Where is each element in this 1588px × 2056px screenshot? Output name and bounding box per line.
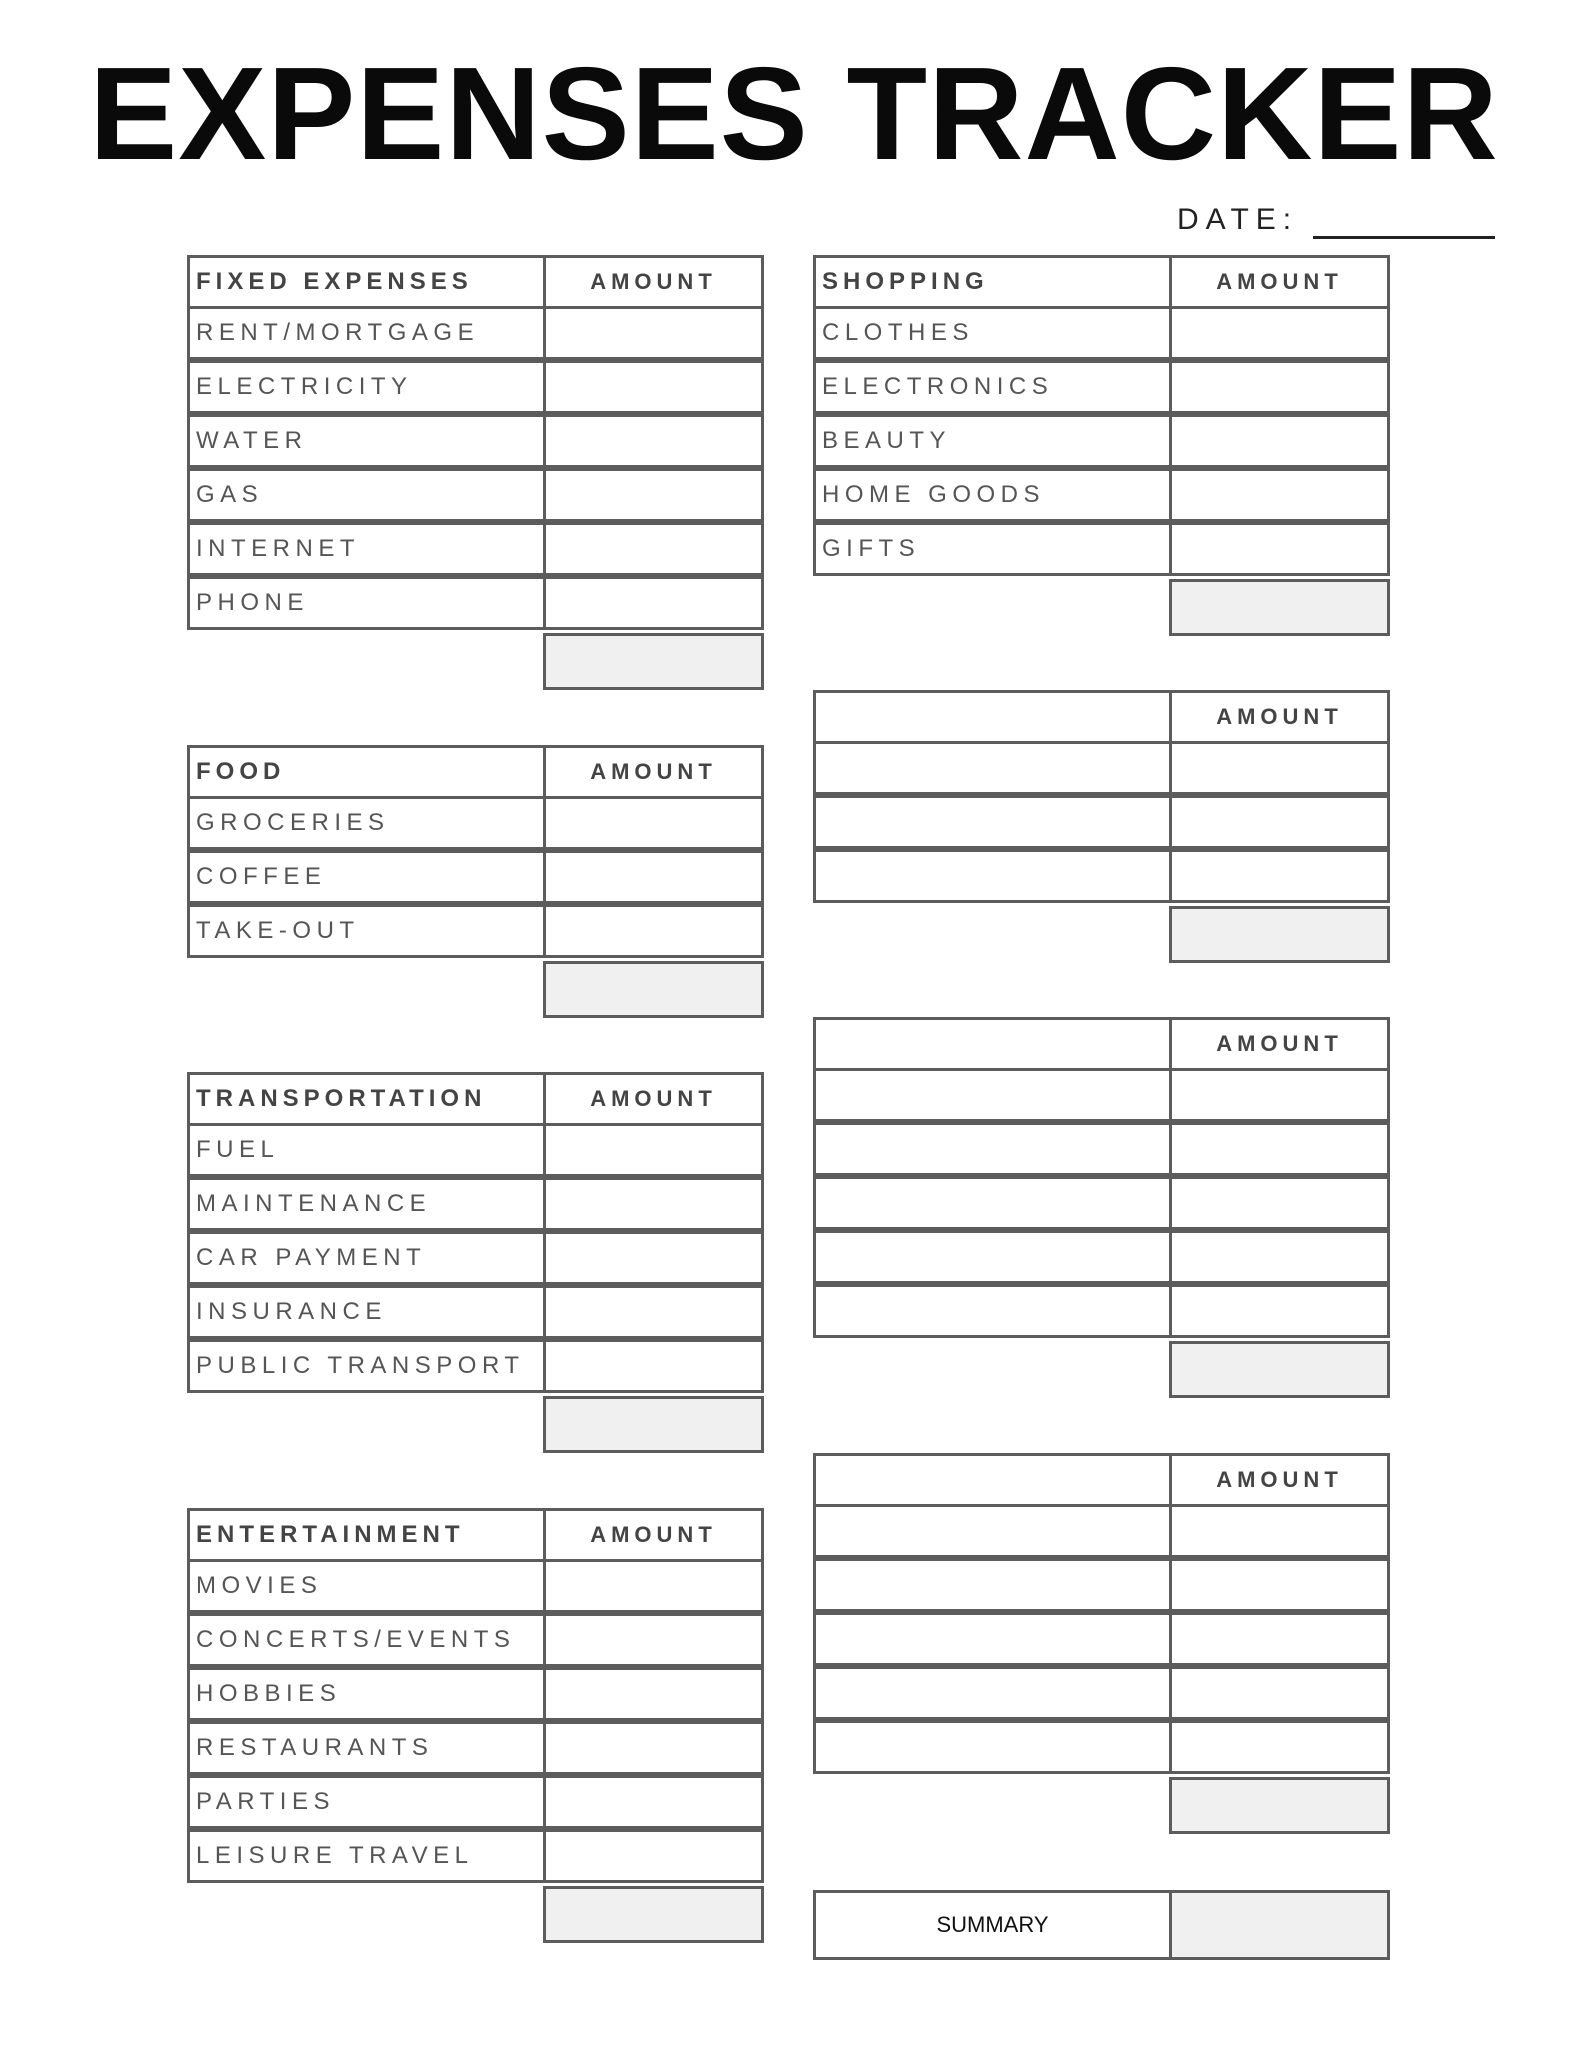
amount-header: AMOUNT <box>543 1508 764 1562</box>
expense-item-label[interactable] <box>813 795 1172 849</box>
table-row <box>813 1179 1390 1233</box>
table-header-row <box>813 255 1390 309</box>
total-cell[interactable] <box>543 1886 764 1943</box>
amount-header: AMOUNT <box>1169 1017 1390 1071</box>
table-header-row <box>813 1453 1390 1507</box>
expense-item-label[interactable]: MAINTENANCE <box>187 1177 546 1231</box>
summary-label: SUMMARY <box>813 1890 1172 1960</box>
date-field[interactable] <box>1313 236 1495 239</box>
amount-header: AMOUNT <box>543 745 764 799</box>
expense-item-label[interactable] <box>813 1666 1172 1720</box>
category-header: SHOPPING <box>813 255 1172 309</box>
amount-cell[interactable] <box>1169 306 1390 360</box>
amount-cell[interactable] <box>543 904 764 958</box>
amount-cell[interactable] <box>543 1339 764 1393</box>
amount-cell[interactable] <box>543 306 764 360</box>
amount-cell[interactable] <box>1169 468 1390 522</box>
expense-item-label[interactable] <box>813 1122 1172 1176</box>
table-row <box>187 1778 764 1832</box>
expense-item-label[interactable] <box>813 1558 1172 1612</box>
expense-item-label[interactable]: COFFEE <box>187 850 546 904</box>
summary-total-cell[interactable] <box>1169 1890 1390 1960</box>
summary-row <box>813 1890 1390 1960</box>
amount-cell[interactable] <box>1169 741 1390 795</box>
table-row <box>813 798 1390 852</box>
expense-item-label[interactable]: PUBLIC TRANSPORT <box>187 1339 546 1393</box>
category-header: ENTERTAINMENT <box>187 1508 546 1562</box>
expense-item-label[interactable] <box>813 1230 1172 1284</box>
amount-cell[interactable] <box>543 1775 764 1829</box>
table-row <box>187 1562 764 1616</box>
expense-item-label[interactable]: CONCERTS/EVENTS <box>187 1613 546 1667</box>
amount-cell[interactable] <box>1169 1720 1390 1774</box>
amount-cell[interactable] <box>1169 1176 1390 1230</box>
table-row <box>187 363 764 417</box>
amount-cell[interactable] <box>543 1177 764 1231</box>
table-row <box>187 907 764 961</box>
expense-item-label[interactable]: MOVIES <box>187 1559 546 1613</box>
amount-header: AMOUNT <box>543 1072 764 1126</box>
table-row <box>187 579 764 633</box>
table-row <box>813 852 1390 906</box>
expense-item-label[interactable]: CLOTHES <box>813 306 1172 360</box>
category-header: FOOD <box>187 745 546 799</box>
table-header-row <box>813 690 1390 744</box>
page-title: EXPENSES TRACKER <box>89 40 1499 187</box>
table-row <box>187 1832 764 1886</box>
amount-cell[interactable] <box>543 576 764 630</box>
expense-item-label[interactable]: GIFTS <box>813 522 1172 576</box>
amount-cell[interactable] <box>1169 1666 1390 1720</box>
table-row <box>187 471 764 525</box>
amount-cell[interactable] <box>1169 849 1390 903</box>
expense-item-label[interactable] <box>813 1720 1172 1774</box>
table-row <box>813 1615 1390 1669</box>
date-label: DATE: <box>1177 203 1299 236</box>
total-cell[interactable] <box>1169 906 1390 963</box>
total-cell[interactable] <box>543 633 764 690</box>
amount-cell[interactable] <box>1169 1230 1390 1284</box>
amount-cell[interactable] <box>1169 522 1390 576</box>
table-row <box>187 417 764 471</box>
table-row <box>187 1288 764 1342</box>
category-header: FIXED EXPENSES <box>187 255 546 309</box>
table-row <box>187 525 764 579</box>
expense-item-label[interactable] <box>813 741 1172 795</box>
amount-header: AMOUNT <box>543 255 764 309</box>
amount-cell[interactable] <box>1169 1068 1390 1122</box>
expense-item-label[interactable] <box>813 1284 1172 1338</box>
amount-cell[interactable] <box>543 522 764 576</box>
table-header-row <box>187 255 764 309</box>
expense-item-label[interactable] <box>813 1176 1172 1230</box>
expense-item-label[interactable]: INTERNET <box>187 522 546 576</box>
table-row <box>813 1071 1390 1125</box>
total-cell[interactable] <box>1169 1341 1390 1398</box>
table-row <box>187 853 764 907</box>
amount-cell[interactable] <box>1169 414 1390 468</box>
amount-cell[interactable] <box>543 1721 764 1775</box>
amount-cell[interactable] <box>543 850 764 904</box>
table-row <box>813 471 1390 525</box>
amount-header: AMOUNT <box>1169 255 1390 309</box>
table-row <box>187 309 764 363</box>
amount-cell[interactable] <box>1169 1504 1390 1558</box>
table-row <box>813 1561 1390 1615</box>
amount-cell[interactable] <box>1169 1612 1390 1666</box>
table-row <box>813 363 1390 417</box>
expense-item-label[interactable] <box>813 1612 1172 1666</box>
expense-item-label[interactable] <box>813 1504 1172 1558</box>
expense-item-label[interactable]: HOBBIES <box>187 1667 546 1721</box>
expense-item-label[interactable]: LEISURE TRAVEL <box>187 1829 546 1883</box>
table-row <box>813 1723 1390 1777</box>
expense-item-label[interactable]: ELECTRONICS <box>813 360 1172 414</box>
total-cell[interactable] <box>1169 579 1390 636</box>
table-row <box>187 1342 764 1396</box>
amount-header: AMOUNT <box>1169 1453 1390 1507</box>
amount-cell[interactable] <box>543 1667 764 1721</box>
expense-item-label[interactable]: GAS <box>187 468 546 522</box>
amount-cell[interactable] <box>543 1613 764 1667</box>
table-row <box>813 1507 1390 1561</box>
amount-cell[interactable] <box>1169 1558 1390 1612</box>
expense-item-label[interactable]: INSURANCE <box>187 1285 546 1339</box>
amount-cell[interactable] <box>1169 1122 1390 1176</box>
amount-cell[interactable] <box>1169 360 1390 414</box>
amount-cell[interactable] <box>543 1231 764 1285</box>
expense-item-label[interactable]: CAR PAYMENT <box>187 1231 546 1285</box>
table-header-row <box>187 1072 764 1126</box>
expense-item-label[interactable]: ELECTRICITY <box>187 360 546 414</box>
table-row <box>187 1126 764 1180</box>
expense-item-label[interactable]: PHONE <box>187 576 546 630</box>
table-row <box>813 744 1390 798</box>
expense-item-label[interactable]: FUEL <box>187 1123 546 1177</box>
table-header-row <box>187 1508 764 1562</box>
table-row <box>187 1234 764 1288</box>
amount-cell[interactable] <box>1169 1284 1390 1338</box>
table-row <box>813 417 1390 471</box>
amount-cell[interactable] <box>543 1829 764 1883</box>
amount-cell[interactable] <box>543 1123 764 1177</box>
amount-cell[interactable] <box>543 360 764 414</box>
expense-item-label[interactable]: HOME GOODS <box>813 468 1172 522</box>
table-row <box>813 1669 1390 1723</box>
expense-item-label[interactable]: WATER <box>187 414 546 468</box>
table-row <box>813 1287 1390 1341</box>
total-cell[interactable] <box>543 961 764 1018</box>
amount-cell[interactable] <box>1169 795 1390 849</box>
amount-header: AMOUNT <box>1169 690 1390 744</box>
category-header: TRANSPORTATION <box>187 1072 546 1126</box>
table-row <box>187 1616 764 1670</box>
category-header <box>813 690 1172 744</box>
table-header-row <box>813 1017 1390 1071</box>
expense-item-label[interactable]: RESTAURANTS <box>187 1721 546 1775</box>
expense-item-label[interactable]: TAKE-OUT <box>187 904 546 958</box>
expense-item-label[interactable] <box>813 849 1172 903</box>
amount-cell[interactable] <box>543 468 764 522</box>
expense-item-label[interactable]: RENT/MORTGAGE <box>187 306 546 360</box>
expense-item-label[interactable] <box>813 1068 1172 1122</box>
category-header <box>813 1017 1172 1071</box>
table-row <box>187 1670 764 1724</box>
total-cell[interactable] <box>543 1396 764 1453</box>
total-cell[interactable] <box>1169 1777 1390 1834</box>
expense-item-label[interactable]: GROCERIES <box>187 796 546 850</box>
table-row <box>813 1125 1390 1179</box>
table-row <box>187 1724 764 1778</box>
table-row <box>813 309 1390 363</box>
expense-item-label[interactable]: PARTIES <box>187 1775 546 1829</box>
table-row <box>813 1233 1390 1287</box>
table-row <box>187 1180 764 1234</box>
expense-item-label[interactable]: BEAUTY <box>813 414 1172 468</box>
amount-cell[interactable] <box>543 796 764 850</box>
category-header <box>813 1453 1172 1507</box>
amount-cell[interactable] <box>543 414 764 468</box>
amount-cell[interactable] <box>543 1559 764 1613</box>
table-row <box>187 799 764 853</box>
amount-cell[interactable] <box>543 1285 764 1339</box>
table-header-row <box>187 745 764 799</box>
table-row <box>813 525 1390 579</box>
